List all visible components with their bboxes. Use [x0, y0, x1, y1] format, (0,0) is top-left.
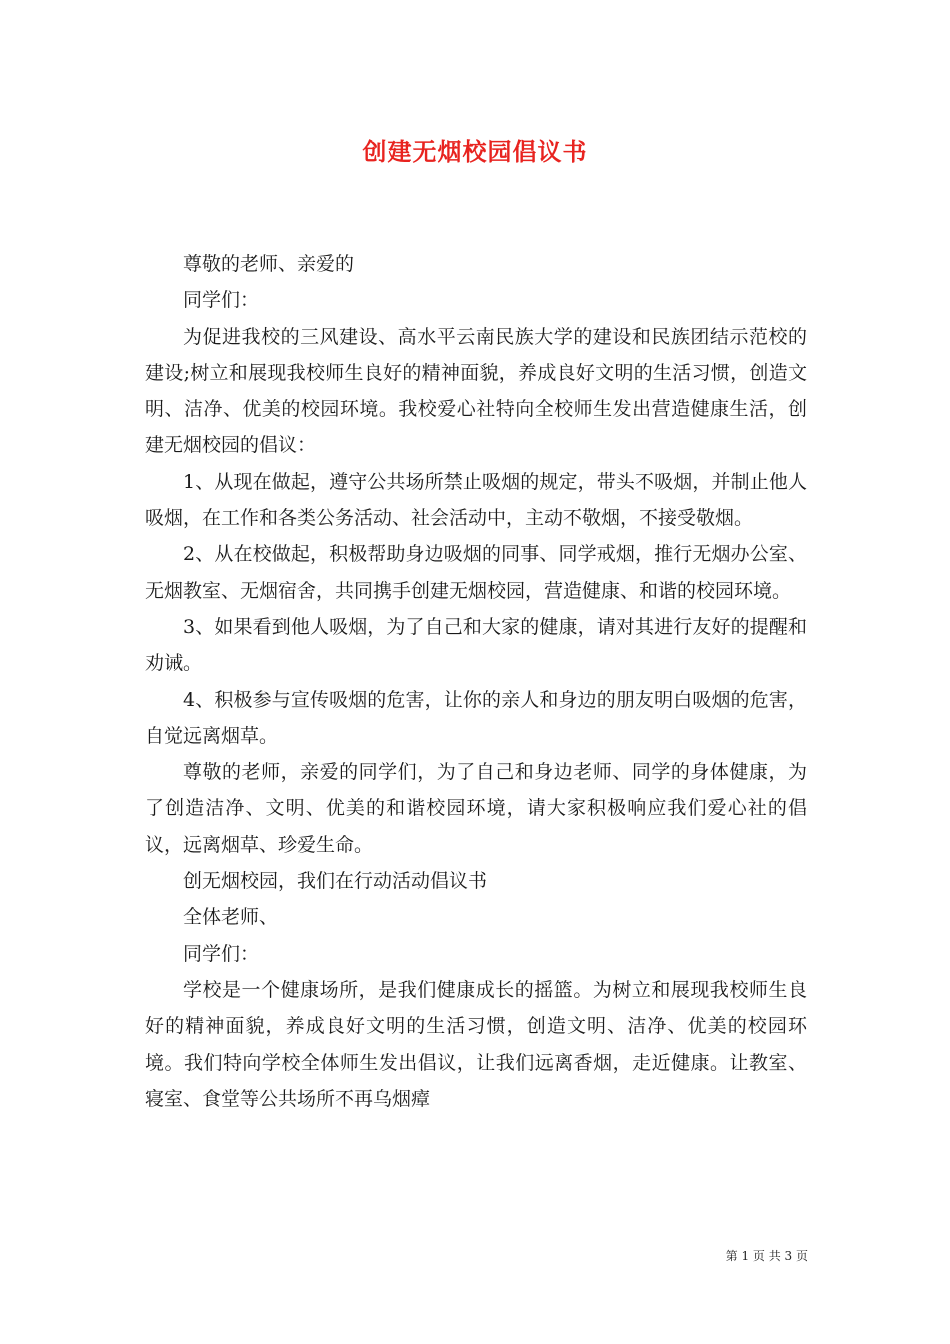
proposal-item-1: 1、从现在做起，遵守公共场所禁止吸烟的规定，带头不吸烟，并制止他人吸烟，在工作和各类公务活动、社会活动中，主动不敬烟，不接受敬烟。	[145, 470, 807, 530]
salutation-line-3: 全体老师、	[183, 906, 279, 929]
proposal-item-2: 2、从在校做起，积极帮助身边吸烟的同事、同学戒烟，推行无烟办公室、无烟教室、无烟宿舍，共同携手创建无烟校园，营造健康、和谐的校园环境。	[145, 543, 807, 602]
proposal-item-3: 3、如果看到他人吸烟，为了自己和大家的健康，请对其进行友好的提醒和劝诫。	[145, 615, 807, 675]
section-heading: 创无烟校园，我们在行动活动倡议书	[183, 870, 488, 893]
salutation-line-2: 同学们：	[183, 289, 260, 312]
document-body	[145, 246, 807, 1117]
document-title: 创建无烟校园倡议书	[362, 137, 588, 166]
intro-paragraph: 为促进我校的三风建设、高水平云南民族大学的建设和民族团结示范校的建设;树立和展现我校师生良好的精神面貌，养成良好文明的生活习惯，创造文明、洁净、优美的校园环境。我校爱心社特向全校师生发出营造健康生活，创建无烟校园的倡议：	[145, 325, 807, 457]
proposal-item-4: 4、积极参与宣传吸烟的危害，让你的亲人和身边的朋友明白吸烟的危害，自觉远离烟草。	[145, 688, 807, 747]
salutation-line-4: 同学们：	[183, 942, 260, 965]
page-number: 第 1 页 共 3 页	[725, 1249, 808, 1263]
salutation-line-1: 尊敬的老师、亲爱的	[183, 253, 355, 275]
closing-paragraph: 尊敬的老师，亲爱的同学们，为了自己和身边老师、同学的身体健康，为了创造洁净、文明、优美的和谐校园环境，请大家积极响应我们爱心社的倡议，远离烟草、珍爱生命。	[145, 761, 807, 856]
body-paragraph: 学校是一个健康场所，是我们健康成长的摇篮。为树立和展现我校师生良好的精神面貌，养成良好文明的生活习惯，创造文明、洁净、优美的校园环境。我们特向学校全体师生发出倡议，让我们远离香烟，走近健康。让教室、寝室、食堂等公共场所不再乌烟瘴	[145, 978, 807, 1110]
